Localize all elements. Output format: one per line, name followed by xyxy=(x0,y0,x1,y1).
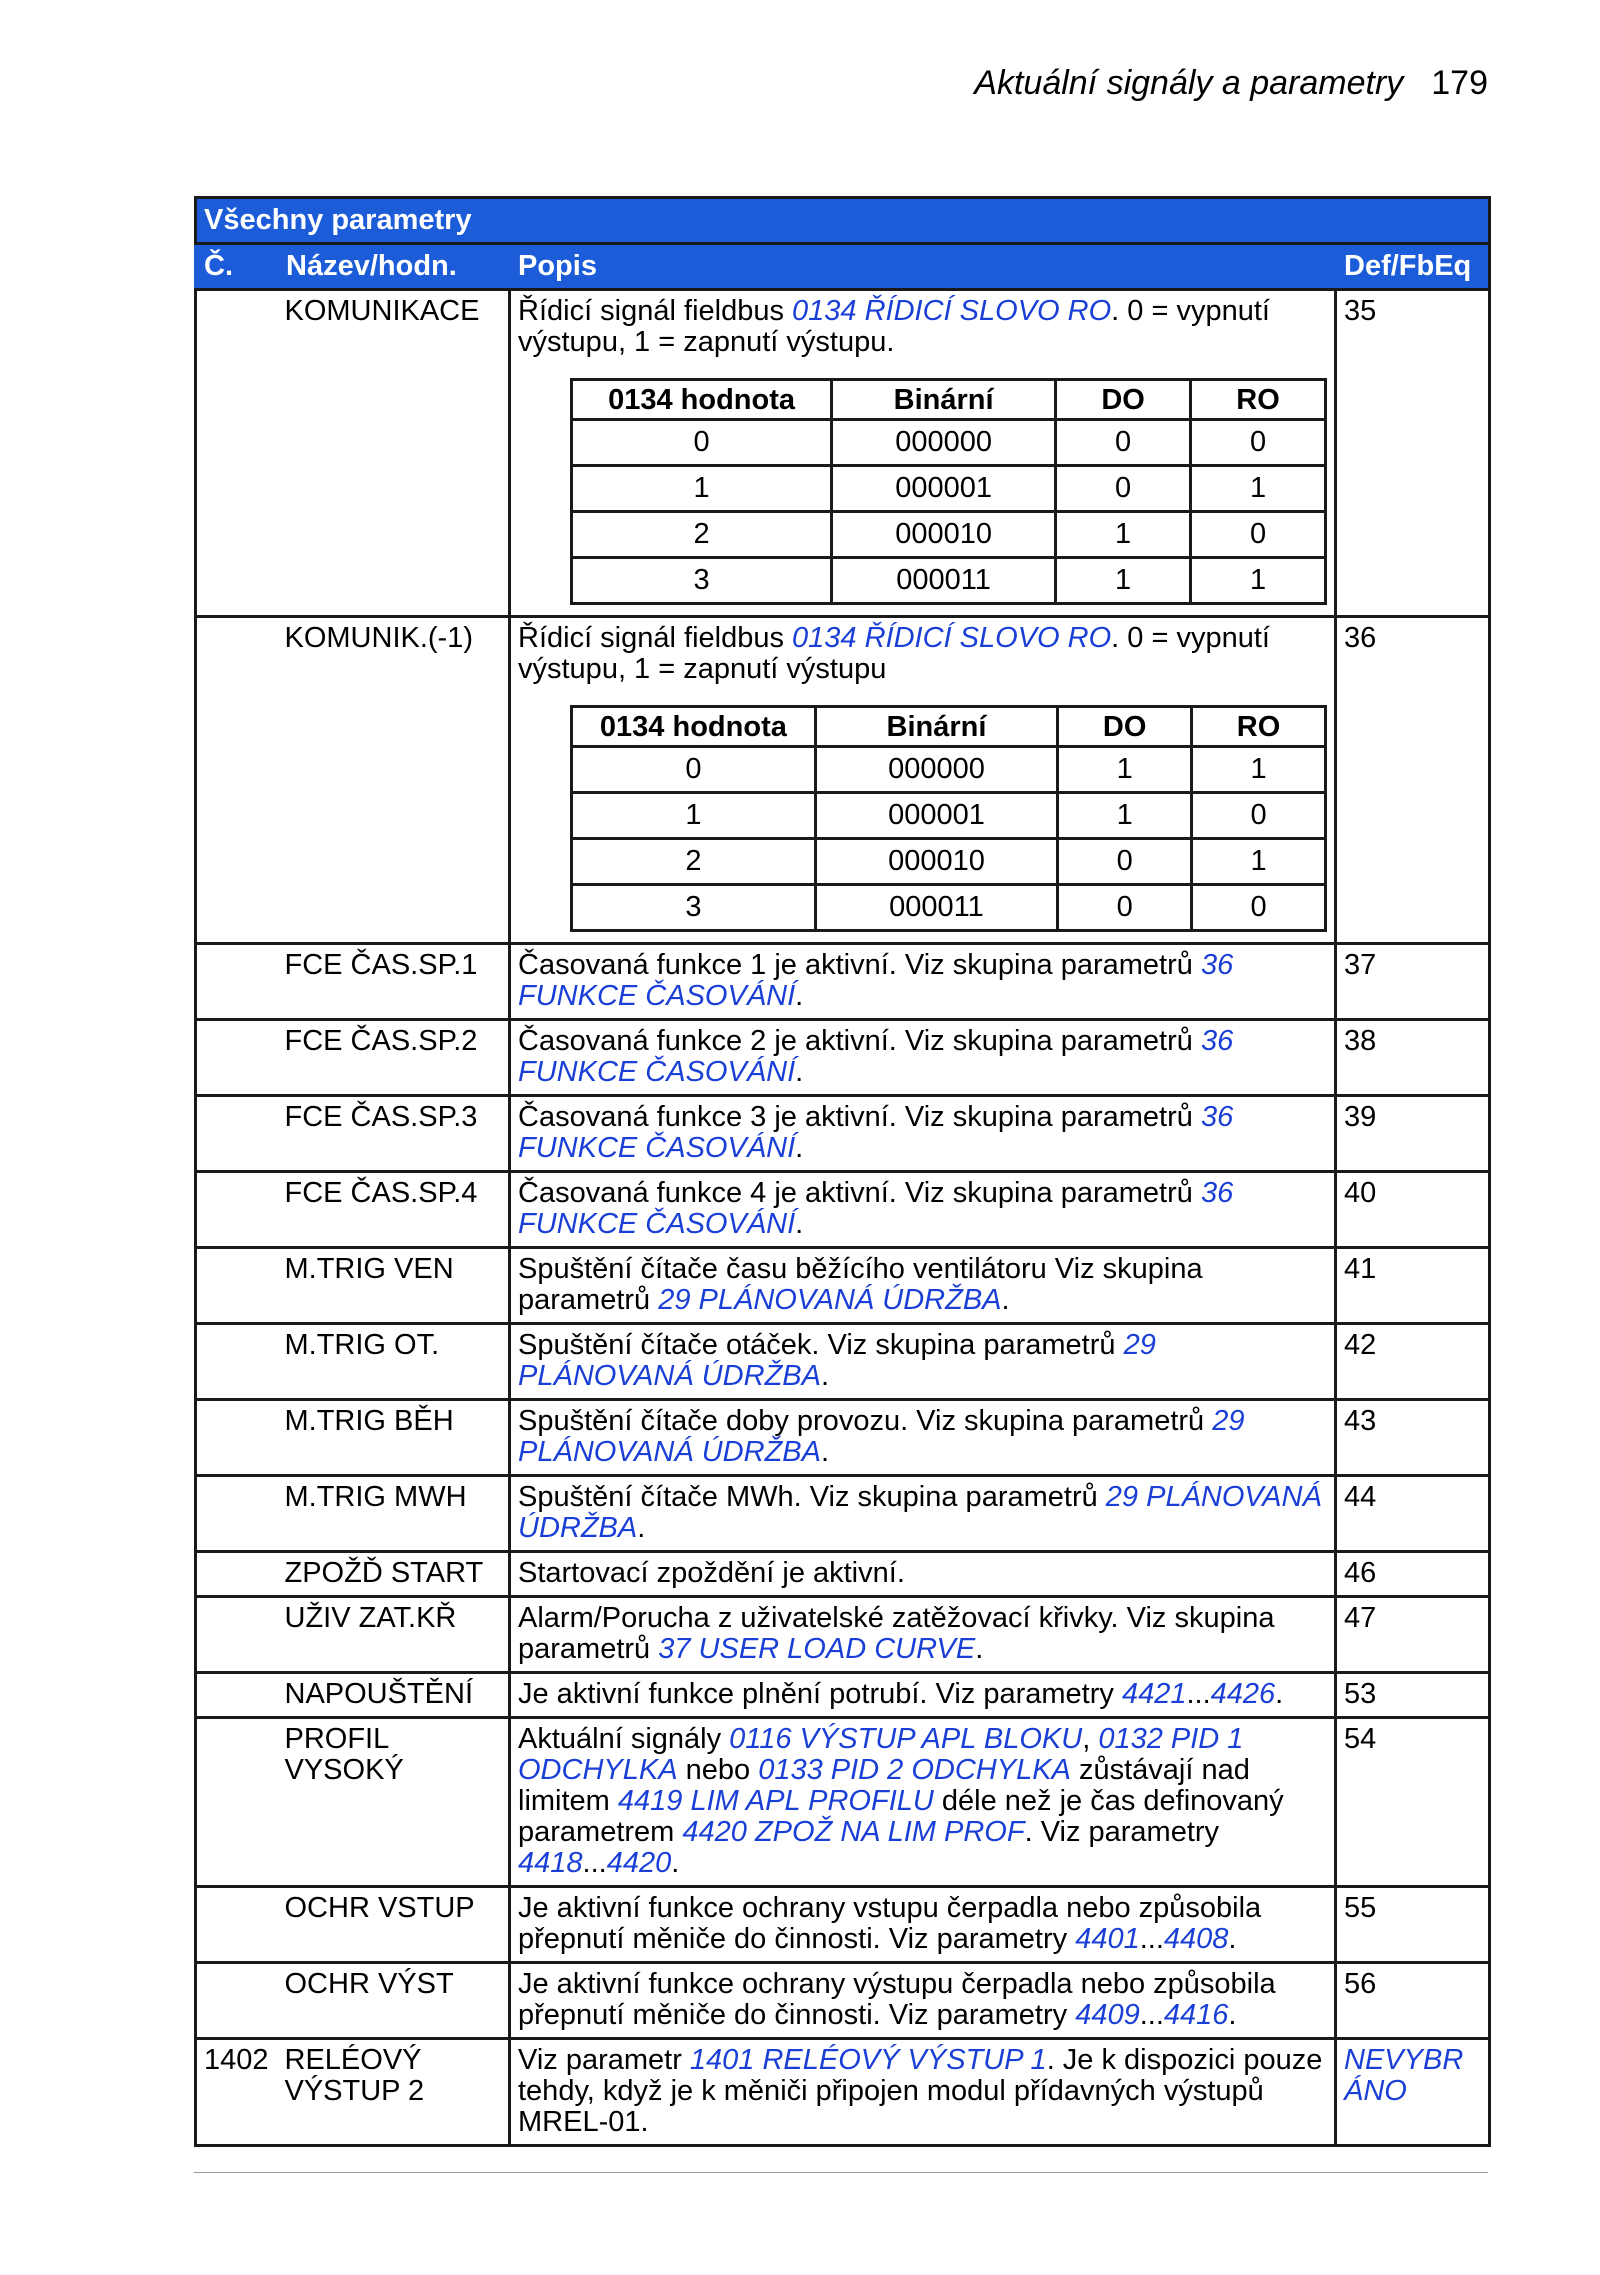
mapping-cell: 3 xyxy=(572,885,816,931)
cross-reference-link[interactable]: 4401 xyxy=(1075,1923,1140,1955)
footer-rule xyxy=(194,2172,1488,2173)
mapping-cell: 1 xyxy=(572,793,816,839)
description-segment: déle než je čas definovaný parametrem xyxy=(518,1785,1284,1848)
param-description xyxy=(510,617,1336,944)
description-segment: . xyxy=(975,1633,984,1665)
description-segment: . xyxy=(1275,1678,1284,1710)
cross-reference-link[interactable]: 4421 xyxy=(1121,1678,1187,1710)
table-row xyxy=(196,1172,1490,1248)
description-text xyxy=(518,1102,1327,1164)
mapping-header-cell: RO xyxy=(1192,707,1326,747)
cross-reference-link[interactable]: 36 FUNKCE ČASOVÁNÍ xyxy=(518,1101,1234,1164)
page-header xyxy=(974,64,1488,103)
description-segment: Alarm/Porucha z uživatelské zatěžovací křivky. Viz skupina parametrů xyxy=(518,1602,1275,1665)
param-default: 47 xyxy=(1336,1597,1490,1673)
mapping-cell: 2 xyxy=(572,512,832,558)
description-text xyxy=(518,1178,1327,1240)
table-row xyxy=(196,1096,1490,1172)
cross-reference-link[interactable]: 36 FUNKCE ČASOVÁNÍ xyxy=(518,1177,1234,1240)
mapping-row xyxy=(572,839,1326,885)
mapping-row xyxy=(572,512,1326,558)
col-header-def: Def/FbEq xyxy=(1336,244,1490,290)
param-number xyxy=(196,290,278,617)
description-segment: Časovaná funkce 3 je aktivní. Viz skupina parametrů xyxy=(518,1101,1201,1133)
param-description xyxy=(510,1673,1336,1718)
mapping-header-cell: 0134 hodnota xyxy=(572,380,832,420)
description-segment: . xyxy=(1228,1923,1237,1955)
mapping-cell: 1 xyxy=(1056,558,1191,604)
value-mapping-table xyxy=(570,705,1327,932)
col-header-name: Název/hodn. xyxy=(278,244,510,290)
cross-reference-link[interactable]: 0133 PID 2 ODCHYLKA xyxy=(758,1754,1071,1786)
param-default: 37 xyxy=(1336,944,1490,1020)
param-number xyxy=(196,1248,278,1324)
param-number xyxy=(196,617,278,944)
param-description xyxy=(510,1597,1336,1673)
description-segment: . xyxy=(795,1208,804,1240)
mapping-cell: 000010 xyxy=(815,839,1057,885)
cross-reference-link[interactable]: 4420 xyxy=(606,1847,672,1879)
column-header-row xyxy=(196,244,1490,290)
param-number xyxy=(196,1172,278,1248)
param-name: FCE ČAS.SP.3 xyxy=(278,1096,510,1172)
mapping-cell: 0 xyxy=(572,747,816,793)
description-text xyxy=(518,1724,1327,1879)
param-default: 43 xyxy=(1336,1400,1490,1476)
cross-reference-link[interactable]: 4426 xyxy=(1210,1678,1276,1710)
mapping-cell: 2 xyxy=(572,839,816,885)
param-number xyxy=(196,1096,278,1172)
param-number xyxy=(196,1718,278,1887)
cross-reference-link[interactable]: 0134 ŘÍDICÍ SLOVO RO xyxy=(792,295,1112,327)
cross-reference-link[interactable]: 4420 ZPOŽ NA LIM PROF xyxy=(682,1816,1025,1848)
param-description xyxy=(510,1400,1336,1476)
description-segment: zůstávají nad limitem xyxy=(518,1754,1250,1817)
mapping-row xyxy=(572,793,1326,839)
mapping-cell: 0 xyxy=(1058,839,1192,885)
description-segment: Je aktivní funkce ochrany výstupu čerpadla nebo způsobila přepnutí měniče do činnosti. Viz parametry xyxy=(518,1968,1276,2031)
param-default: 46 xyxy=(1336,1552,1490,1597)
mapping-cell: 1 xyxy=(1056,512,1191,558)
mapping-cell: 0 xyxy=(572,420,832,466)
description-segment: Spuštění čítače otáček. Viz skupina parametrů xyxy=(518,1329,1124,1361)
mapping-cell: 000001 xyxy=(832,466,1056,512)
cross-reference-link[interactable]: 4416 xyxy=(1163,1999,1229,2031)
param-description xyxy=(510,1887,1336,1963)
param-number xyxy=(196,944,278,1020)
description-segment: Spuštění čítače doby provozu. Viz skupina parametrů xyxy=(518,1405,1213,1437)
table-row xyxy=(196,1887,1490,1963)
mapping-header-cell: DO xyxy=(1058,707,1192,747)
table-row xyxy=(196,617,1490,944)
param-default: 40 xyxy=(1336,1172,1490,1248)
param-name: FCE ČAS.SP.2 xyxy=(278,1020,510,1096)
col-header-num: Č. xyxy=(196,244,278,290)
cross-reference-link[interactable]: 36 FUNKCE ČASOVÁNÍ xyxy=(518,1025,1234,1088)
mapping-cell: 1 xyxy=(1192,839,1326,885)
cross-reference-link[interactable]: 29 PLÁNOVANÁ ÚDRŽBA xyxy=(518,1329,1156,1392)
mapping-cell: 000000 xyxy=(832,420,1056,466)
description-segment: . xyxy=(795,1056,804,1088)
description-text xyxy=(518,623,1327,685)
mapping-cell: 1 xyxy=(1191,558,1326,604)
param-description xyxy=(510,1324,1336,1400)
mapping-header-cell: Binární xyxy=(815,707,1057,747)
table-row xyxy=(196,1597,1490,1673)
mapping-cell: 000011 xyxy=(832,558,1056,604)
mapping-cell: 1 xyxy=(1058,793,1192,839)
param-name: OCHR VÝST xyxy=(278,1963,510,2039)
mapping-cell: 0 xyxy=(1192,885,1326,931)
param-default: 56 xyxy=(1336,1963,1490,2039)
mapping-header-cell: Binární xyxy=(832,380,1056,420)
mapping-cell: 0 xyxy=(1191,420,1326,466)
description-text xyxy=(518,1893,1327,1955)
description-segment: ... xyxy=(1139,1999,1164,2031)
param-default: 53 xyxy=(1336,1673,1490,1718)
param-default: 54 xyxy=(1336,1718,1490,1887)
cross-reference-link[interactable]: 29 PLÁNOVANÁ ÚDRŽBA xyxy=(658,1284,1002,1316)
mapping-row xyxy=(572,466,1326,512)
param-number xyxy=(196,1476,278,1552)
param-number xyxy=(196,1887,278,1963)
param-description xyxy=(510,1096,1336,1172)
description-text xyxy=(518,1406,1327,1468)
param-number xyxy=(196,1673,278,1718)
param-description xyxy=(510,2039,1336,2146)
param-default[interactable]: NEVYBRÁNO xyxy=(1336,2039,1490,2146)
description-segment: . xyxy=(820,1360,830,1392)
table-row xyxy=(196,1552,1490,1597)
mapping-header-row xyxy=(572,380,1326,420)
param-description xyxy=(510,1718,1336,1887)
mapping-row xyxy=(572,420,1326,466)
description-segment: Je aktivní funkce ochrany vstupu čerpadla nebo způsobila přepnutí měniče do činnosti. Viz parametry xyxy=(518,1892,1262,1955)
param-name: FCE ČAS.SP.1 xyxy=(278,944,510,1020)
table-row xyxy=(196,1248,1490,1324)
param-name: NAPOUŠTĚNÍ xyxy=(278,1673,510,1718)
description-text xyxy=(518,1603,1327,1665)
param-description xyxy=(510,1963,1336,2039)
mapping-cell: 3 xyxy=(572,558,832,604)
table-row xyxy=(196,2039,1490,2146)
param-default: 44 xyxy=(1336,1476,1490,1552)
table-row xyxy=(196,1020,1490,1096)
description-segment: . xyxy=(795,1132,804,1164)
param-name: M.TRIG BĚH xyxy=(278,1400,510,1476)
param-default: 42 xyxy=(1336,1324,1490,1400)
description-segment: Řídicí signál fieldbus xyxy=(518,622,793,654)
mapping-header-cell: DO xyxy=(1056,380,1191,420)
table-row xyxy=(196,1718,1490,1887)
param-description xyxy=(510,944,1336,1020)
description-segment: , xyxy=(1082,1723,1099,1755)
param-default: 38 xyxy=(1336,1020,1490,1096)
cross-reference-link[interactable]: 4418 xyxy=(518,1847,583,1879)
cross-reference-link[interactable]: 4409 xyxy=(1075,1999,1140,2031)
description-text xyxy=(518,1482,1327,1544)
param-name: KOMUNIKACE xyxy=(278,290,510,617)
cross-reference-link[interactable]: 29 PLÁNOVANÁ ÚDRŽBA xyxy=(518,1405,1245,1468)
param-number xyxy=(196,1963,278,2039)
param-description xyxy=(510,1248,1336,1324)
description-text xyxy=(518,1254,1327,1316)
description-text xyxy=(518,1679,1327,1710)
description-text xyxy=(518,296,1327,358)
cross-reference-link[interactable]: 37 USER LOAD CURVE xyxy=(658,1633,976,1665)
mapping-row xyxy=(572,747,1326,793)
mapping-cell: 1 xyxy=(1058,747,1192,793)
description-segment: nebo xyxy=(677,1754,759,1786)
cross-reference-link[interactable]: 0132 PID 1 ODCHYLKA xyxy=(518,1723,1244,1786)
description-text xyxy=(518,950,1327,1012)
param-default: 35 xyxy=(1336,290,1490,617)
param-number xyxy=(196,1324,278,1400)
description-segment: Spuštění čítače MWh. Viz skupina parametrů xyxy=(518,1481,1106,1513)
param-default: 55 xyxy=(1336,1887,1490,1963)
mapping-row xyxy=(572,558,1326,604)
description-segment: . xyxy=(671,1847,680,1879)
description-text xyxy=(518,1969,1327,2031)
cross-reference-link[interactable]: 29 PLÁNOVANÁ ÚDRŽBA xyxy=(518,1481,1322,1544)
param-name: RELÉOVÝ VÝSTUP 2 xyxy=(278,2039,510,2146)
mapping-cell: 0 xyxy=(1058,885,1192,931)
mapping-cell: 1 xyxy=(1192,747,1326,793)
param-name: UŽIV ZAT.KŘ xyxy=(278,1597,510,1673)
mapping-header-cell: 0134 hodnota xyxy=(572,707,816,747)
description-segment: ... xyxy=(582,1847,607,1879)
value-mapping-table xyxy=(570,378,1327,605)
mapping-row xyxy=(572,885,1326,931)
description-segment: Časovaná funkce 2 je aktivní. Viz skupina parametrů xyxy=(518,1025,1201,1057)
mapping-cell: 0 xyxy=(1192,793,1326,839)
mapping-cell: 1 xyxy=(1191,466,1326,512)
param-number xyxy=(196,1552,278,1597)
mapping-cell: 1 xyxy=(572,466,832,512)
description-segment: ... xyxy=(1186,1678,1211,1710)
table-row xyxy=(196,1963,1490,2039)
description-segment: Řídicí signál fieldbus xyxy=(518,295,793,327)
description-segment: Startovací zpoždění je aktivní. xyxy=(518,1557,905,1589)
mapping-cell: 000010 xyxy=(832,512,1056,558)
description-segment: . Viz parametry xyxy=(1024,1816,1220,1848)
param-name: ZPOŽĎ START xyxy=(278,1552,510,1597)
description-segment: . xyxy=(637,1512,646,1544)
mapping-header-cell: RO xyxy=(1191,380,1326,420)
cross-reference-link[interactable]: 0116 VÝSTUP APL BLOKU xyxy=(729,1723,1083,1755)
description-segment: Spuštění čítače času běžícího ventilátoru Viz skupina parametrů xyxy=(518,1253,1203,1316)
description-segment: ... xyxy=(1139,1923,1164,1955)
description-text xyxy=(518,1026,1327,1088)
description-text xyxy=(518,1330,1327,1392)
param-name: KOMUNIK.(-1) xyxy=(278,617,510,944)
description-segment: Časovaná funkce 4 je aktivní. Viz skupina parametrů xyxy=(518,1177,1201,1209)
page-number: 179 xyxy=(1431,64,1488,102)
table-title-row xyxy=(196,198,1490,244)
param-description xyxy=(510,1552,1336,1597)
description-segment: Viz parametr xyxy=(518,2044,690,2076)
description-segment: . xyxy=(1228,1999,1237,2031)
cross-reference-link[interactable]: 4408 xyxy=(1163,1923,1229,1955)
param-name: M.TRIG OT. xyxy=(278,1324,510,1400)
param-default: 36 xyxy=(1336,617,1490,944)
mapping-cell: 000011 xyxy=(815,885,1057,931)
param-number xyxy=(196,1400,278,1476)
param-description xyxy=(510,1172,1336,1248)
table-row xyxy=(196,1476,1490,1552)
mapping-cell: 0 xyxy=(1056,466,1191,512)
cross-reference-link[interactable]: 0134 ŘÍDICÍ SLOVO RO xyxy=(792,622,1112,654)
param-description xyxy=(510,290,1336,617)
table-row xyxy=(196,1324,1490,1400)
param-description xyxy=(510,1476,1336,1552)
param-name: M.TRIG MWH xyxy=(278,1476,510,1552)
cross-reference-link[interactable]: 1401 RELÉOVÝ VÝSTUP 1 xyxy=(689,2044,1047,2076)
table-row xyxy=(196,1673,1490,1718)
mapping-cell: 000001 xyxy=(815,793,1057,839)
description-segment: Je aktivní funkce plnění potrubí. Viz parametry xyxy=(518,1678,1122,1710)
cross-reference-link[interactable]: 4419 LIM APL PROFILU xyxy=(617,1785,934,1817)
param-number xyxy=(196,1020,278,1096)
mapping-cell: 0 xyxy=(1056,420,1191,466)
param-name: M.TRIG VEN xyxy=(278,1248,510,1324)
param-number xyxy=(196,1597,278,1673)
description-segment: . xyxy=(795,980,804,1012)
table-row xyxy=(196,1400,1490,1476)
description-segment: . 0 = vypnutí výstupu, 1 = zapnutí výstupu. xyxy=(518,295,1270,358)
description-segment: Časovaná funkce 1 je aktivní. Viz skupina parametrů xyxy=(518,949,1201,981)
table-row xyxy=(196,944,1490,1020)
description-segment: . Je k dispozici pouze tehdy, když je k měniči připojen modul přídavných výstupů MREL-01. xyxy=(518,2044,1323,2138)
description-text xyxy=(518,2045,1327,2138)
table-row xyxy=(196,290,1490,617)
description-segment: . xyxy=(820,1436,830,1468)
param-description xyxy=(510,1020,1336,1096)
param-name: FCE ČAS.SP.4 xyxy=(278,1172,510,1248)
param-default: 41 xyxy=(1336,1248,1490,1324)
mapping-header-row xyxy=(572,707,1326,747)
description-segment: . xyxy=(1001,1284,1010,1316)
cross-reference-link[interactable]: 36 FUNKCE ČASOVÁNÍ xyxy=(518,949,1234,1012)
table-title: Všechny parametry xyxy=(196,198,1490,244)
description-segment: Aktuální signály xyxy=(518,1723,730,1755)
description-text xyxy=(518,1558,1327,1589)
description-segment: . 0 = vypnutí výstupu, 1 = zapnutí výstupu xyxy=(518,622,1270,685)
param-name: PROFIL VYSOKÝ xyxy=(278,1718,510,1887)
mapping-cell: 000000 xyxy=(815,747,1057,793)
mapping-cell: 0 xyxy=(1191,512,1326,558)
running-title: Aktuální signály a parametry xyxy=(974,64,1404,102)
parameters-table xyxy=(194,196,1491,2147)
col-header-desc: Popis xyxy=(510,244,1336,290)
param-number: 1402 xyxy=(196,2039,278,2146)
param-name: OCHR VSTUP xyxy=(278,1887,510,1963)
param-default: 39 xyxy=(1336,1096,1490,1172)
